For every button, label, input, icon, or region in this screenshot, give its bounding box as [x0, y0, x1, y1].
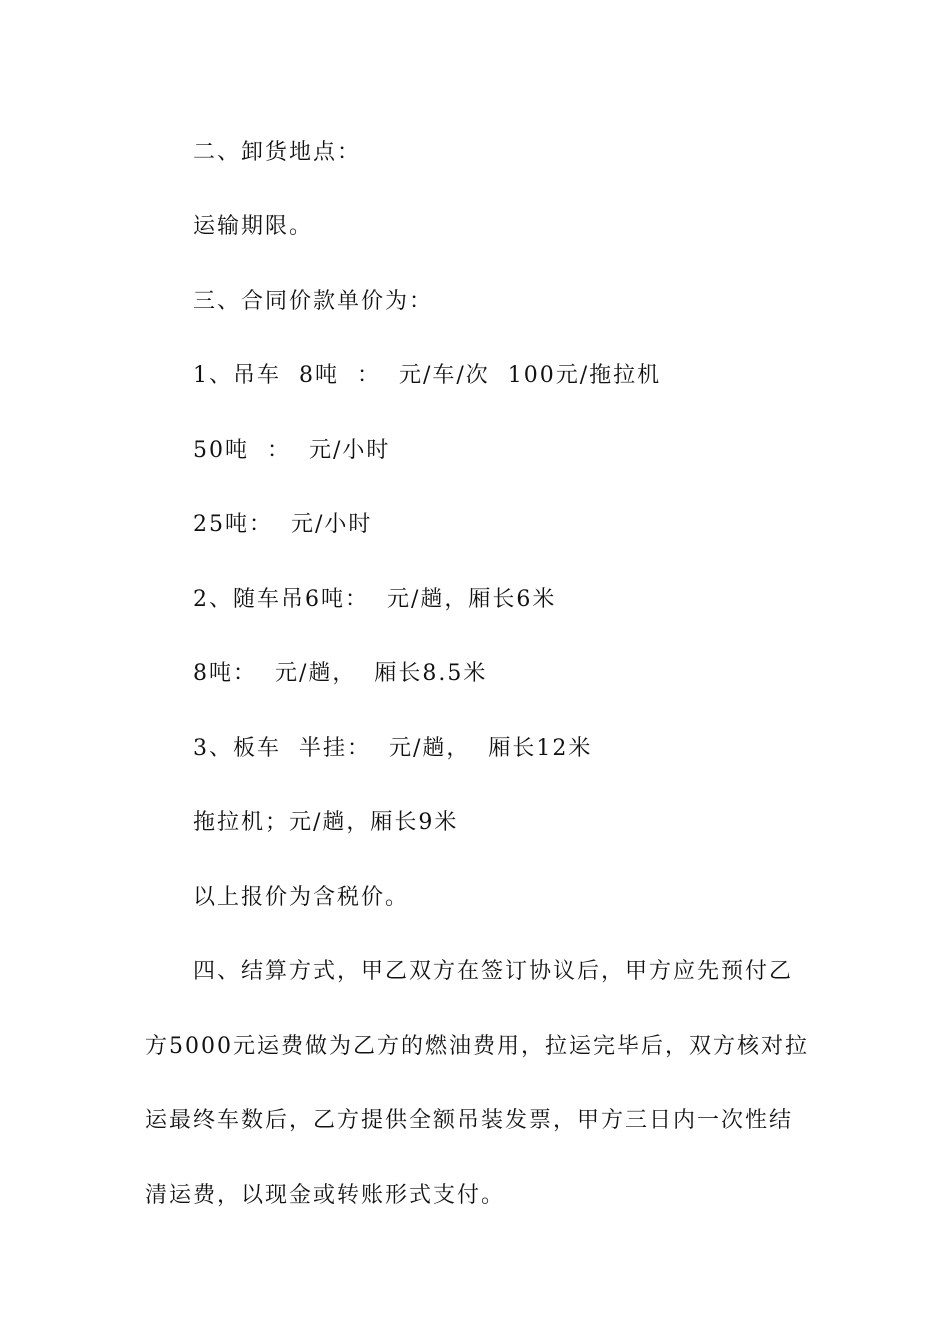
section-4-paragraph-line: 方5000元运费做为乙方的燃油费用，拉运完毕后，双方核对拉 [145, 1034, 809, 1059]
section-4-paragraph-line: 四、结算方式，甲乙双方在签订协议后，甲方应先预付乙 [193, 959, 794, 984]
price-item-line: 3、板车 半挂： 元/趟， 厢长12米 [193, 736, 593, 761]
price-item-line: 拖拉机；元/趟，厢长9米 [193, 810, 459, 835]
tax-note-line: 以上报价为含税价。 [193, 885, 410, 910]
price-item-line: 25吨： 元/小时 [193, 512, 373, 537]
section-4-paragraph-line: 清运费，以现金或转账形式支付。 [145, 1183, 506, 1208]
section-2-heading: 二、卸货地点： [193, 140, 362, 165]
price-item-line: 1、吊车 8吨 ： 元/车/次 100元/拖拉机 [193, 363, 662, 388]
paragraph-line: 运输期限。 [193, 214, 314, 239]
price-item-line: 2、随车吊6吨： 元/趟，厢长6米 [193, 587, 557, 612]
section-3-heading: 三、合同价款单价为： [193, 289, 434, 314]
price-item-line: 50吨 ： 元/小时 [193, 438, 391, 463]
price-item-line: 8吨： 元/趟， 厢长8.5米 [193, 661, 488, 686]
section-4-paragraph-line: 运最终车数后，乙方提供全额吊装发票，甲方三日内一次性结 [145, 1108, 794, 1133]
